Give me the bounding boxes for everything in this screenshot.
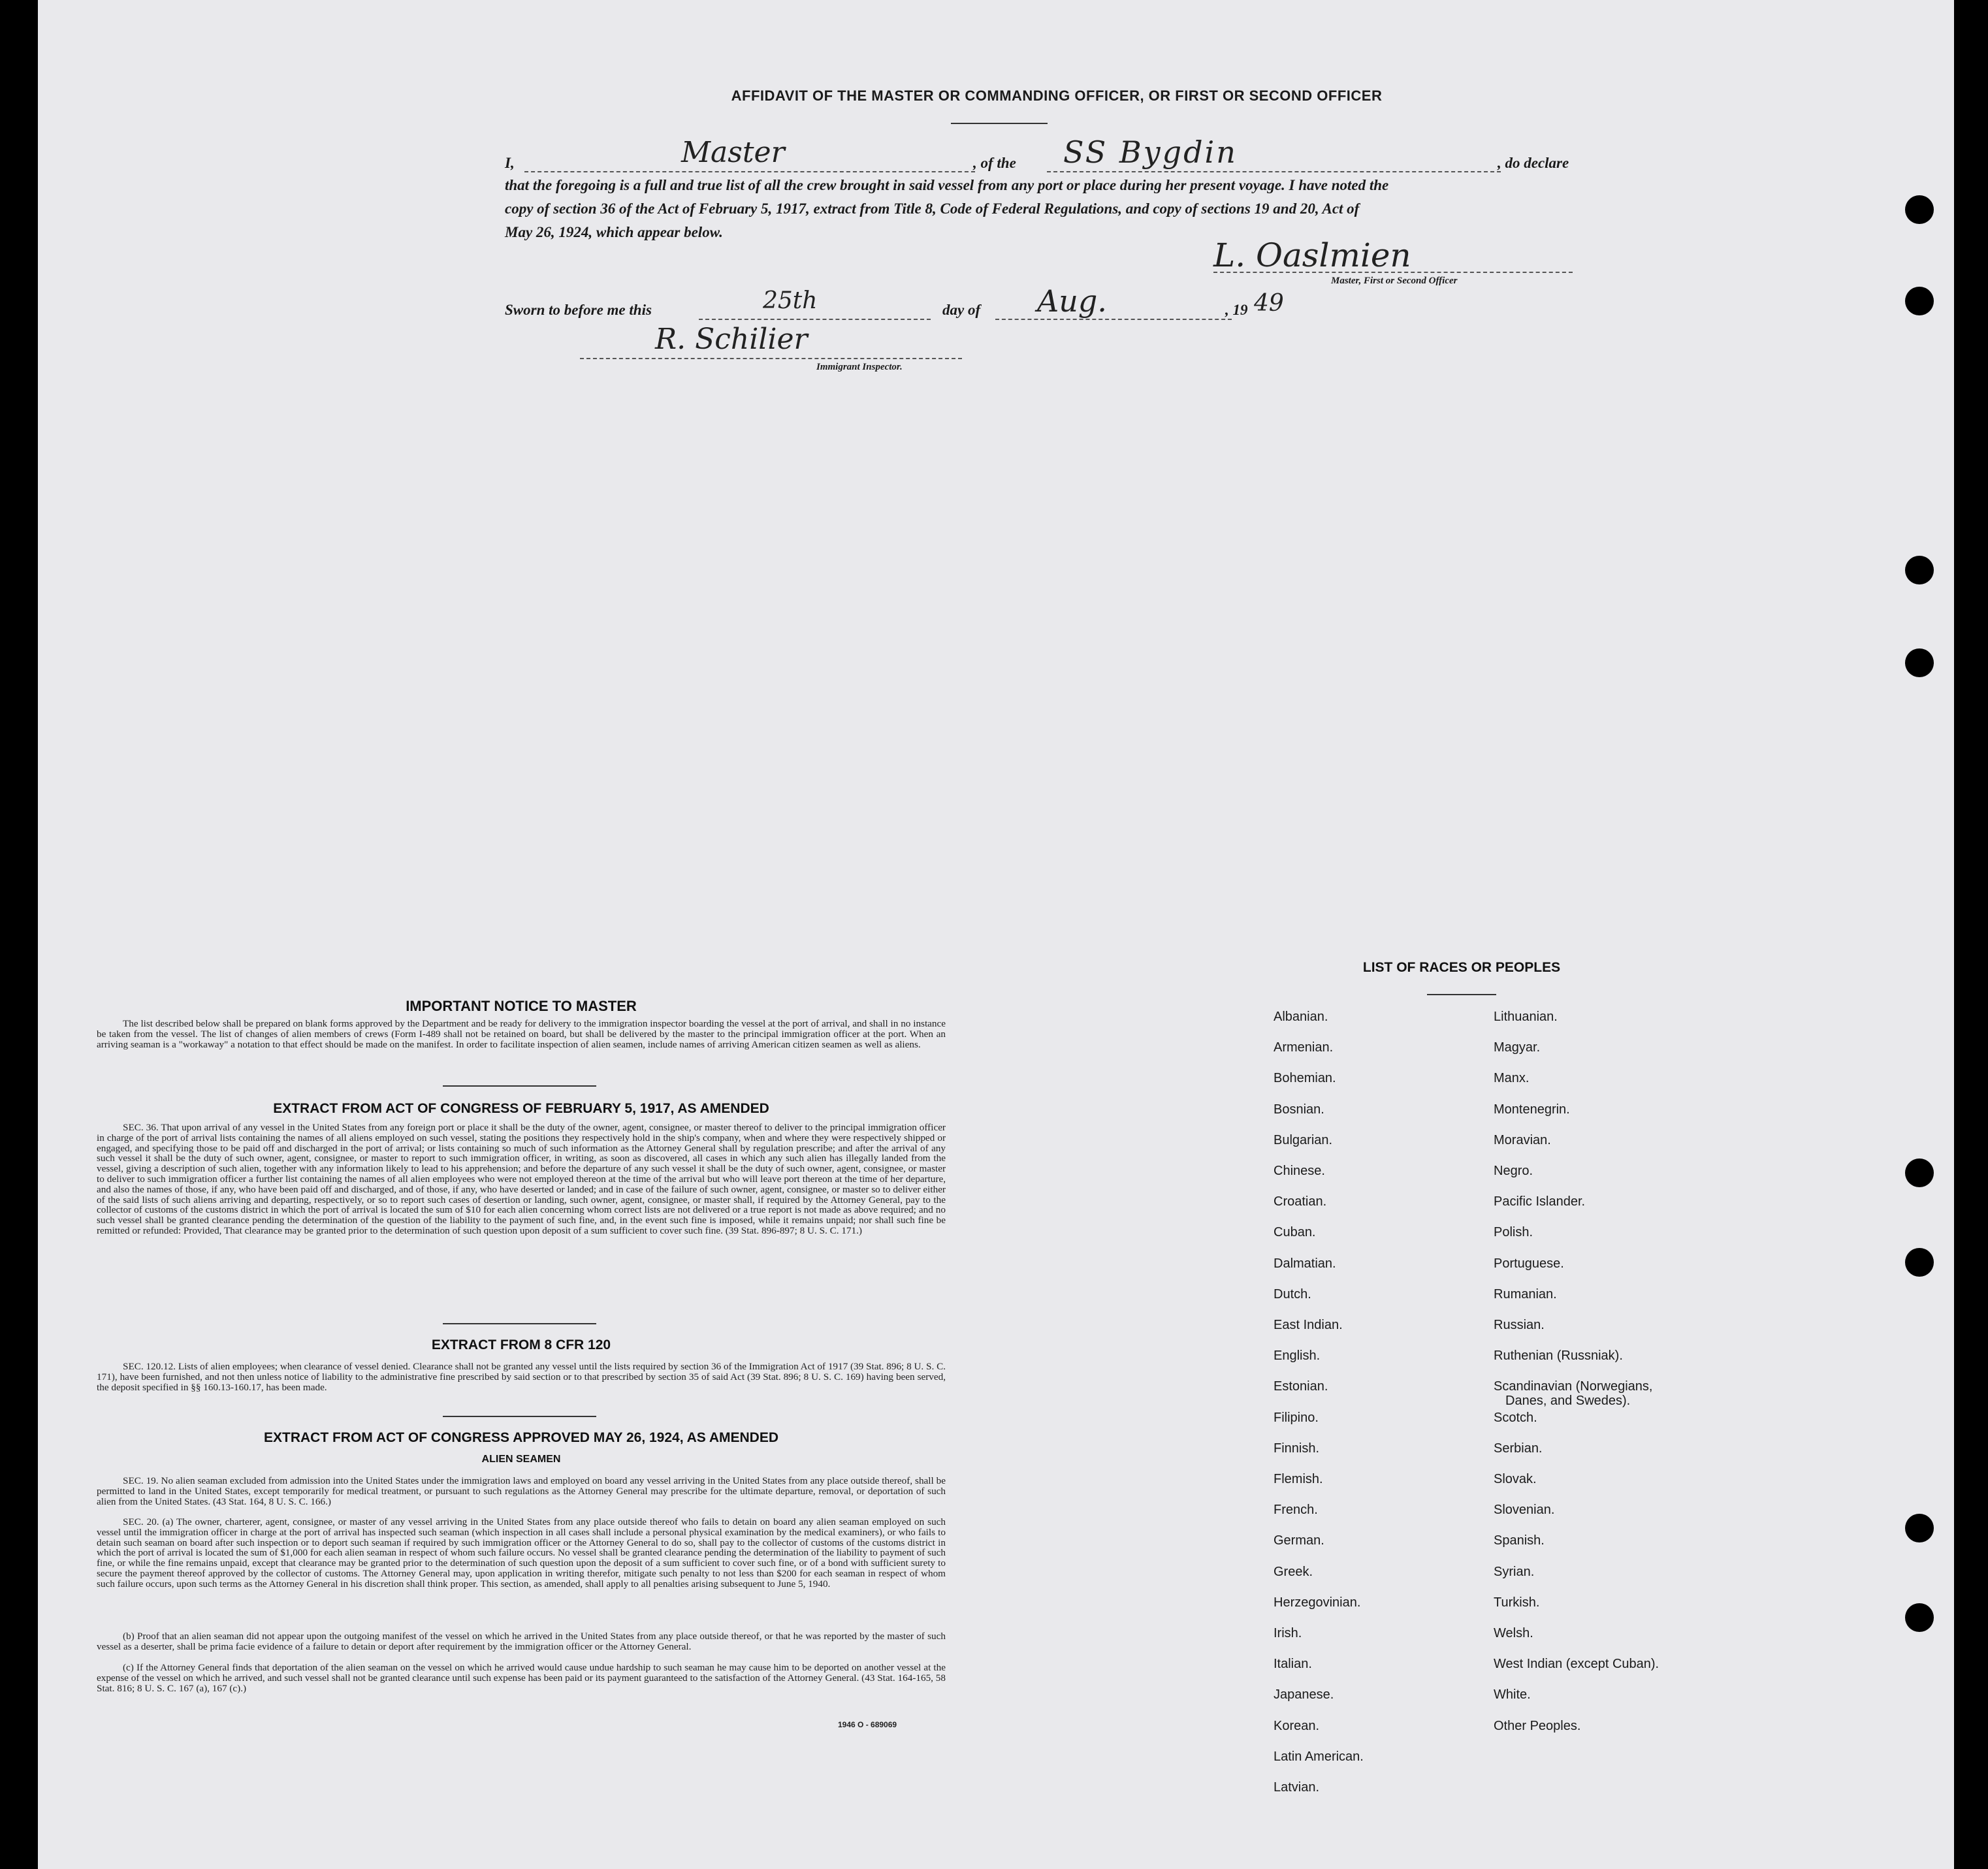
race-item: Flemish.: [1274, 1472, 1323, 1486]
race-item: French.: [1274, 1503, 1318, 1518]
cfr-title: EXTRACT FROM 8 CFR 120: [431, 1337, 611, 1352]
race-item: Manx.: [1494, 1071, 1530, 1086]
affidavit-line-2: that the foregoing is a full and true list of all the crew brought in said vessel from any port or place during her present voyage. I have noted the: [505, 177, 1389, 193]
race-item: Estonian.: [1274, 1379, 1328, 1394]
race-item: Negro.: [1494, 1164, 1533, 1178]
race-item: Welsh.: [1494, 1626, 1533, 1640]
punch-hole: [1905, 195, 1934, 224]
punch-hole: [1905, 1248, 1934, 1277]
punch-hole: [1905, 648, 1934, 677]
race-item: Armenian.: [1274, 1040, 1334, 1055]
race-item: Korean.: [1274, 1718, 1320, 1733]
day-of-label: day of: [942, 302, 981, 318]
year-prefix-label: , 19: [1225, 302, 1248, 318]
i-label: I,: [505, 155, 515, 171]
race-item: White.: [1494, 1687, 1531, 1702]
race-item: Lithuanian.: [1494, 1010, 1558, 1024]
race-item: Ruthenian (Russniak).: [1494, 1349, 1623, 1364]
race-item: Pacific Islander.: [1494, 1194, 1586, 1209]
of-the-label: , of the: [973, 155, 1016, 171]
title-rule: [951, 123, 1048, 124]
race-item: English.: [1274, 1349, 1321, 1364]
vessel-handwritten: SS Bygdin: [1063, 135, 1238, 170]
race-item: Other Peoples.: [1494, 1718, 1581, 1733]
race-item: Danes, and Swedes).: [1505, 1394, 1631, 1409]
month-field-line: [995, 319, 1232, 320]
inspector-signature: R. Schilier: [655, 323, 808, 356]
form-page: [38, 0, 1954, 1869]
race-item: Syrian.: [1494, 1564, 1535, 1579]
race-item: Serbian.: [1494, 1441, 1543, 1456]
alien-seamen-subtitle: ALIEN SEAMEN: [481, 1454, 561, 1465]
punch-hole: [1905, 1603, 1934, 1632]
race-item: Dalmatian.: [1274, 1256, 1336, 1271]
inspector-signature-line: [580, 358, 962, 359]
section-rule: [443, 1416, 596, 1417]
race-item: Japanese.: [1274, 1687, 1334, 1702]
extract-1924-title: EXTRACT FROM ACT OF CONGRESS APPROVED MAY 26, 1924, AS AMENDED: [263, 1430, 779, 1445]
year-handwritten: 49: [1254, 290, 1284, 317]
punch-hole: [1905, 556, 1934, 584]
race-item: Irish.: [1274, 1626, 1302, 1640]
sworn-month-handwritten: Aug.: [1037, 283, 1107, 319]
cfr-body: SEC. 120.12. Lists of alien employees; when clearance of vessel denied. Clearance shall not be granted any vessel until the lists required by section 36 of the Immigration Act of 1917 (39 Stat. 896; 8 U. S. C. 171), have been furnished, and not then unless notice of liability to the administrative fine prescribed by said section or to that prescribed by section 35 of said Act (39 Stat. 896; 8 U. S. C. 169) having been served, the deposit specified in §§ 160.13-160.17, has been made.: [97, 1361, 946, 1393]
race-item: East Indian.: [1274, 1318, 1343, 1332]
affidavit-title: AFFIDAVIT OF THE MASTER OR COMMANDING OFFICER, OR FIRST OR SECOND OFFICER: [731, 88, 1383, 104]
punch-hole: [1905, 1158, 1934, 1187]
race-item: Polish.: [1494, 1225, 1533, 1240]
extract-1917-title: EXTRACT FROM ACT OF CONGRESS OF FEBRUARY 5, 1917, AS AMENDED: [273, 1101, 769, 1116]
sec-20a-body: SEC. 20. (a) The owner, charterer, agent, consignee, or master of any vessel arriving in the United States from any place outside thereof who fails to detain on board any alien seaman employed on such vessel until the immigration officer in charge at the port of arrival has inspected such seaman (which inspection in all cases shall include a personal physical examination by the medical examiners), or who fails to detain such seaman on board after such inspection or to deport such seaman if required by such immigration officer or the Attorney General to do so, shall pay to the collector of customs of the customs district in which the port of arrival is located the sum of $1,000 for each alien seaman in respect of whom such failure occurs. No vessel shall be granted clearance pending the determination of the liability to payment of such fine, or while the fine remains unpaid, except that clearance may be granted prior to the determination of such question upon the deposit of a sum sufficient to cover such fine, or of a bond with sufficient surety to secure the payment thereof approved by the collector of customs. The Attorney General may, upon application in writing therefor, mitigate such penalty to not less than $200 for each seaman in respect of whom such failure occurs, upon such terms as the Attorney General in his discretion shall think proper. This section, as amended, shall apply to all penalties arising subsequent to June 5, 1940.: [97, 1516, 946, 1589]
day-field-line: [699, 319, 931, 320]
sec-20b-body: (b) Proof that an alien seaman did not appear upon the outgoing manifest of the vessel on which he arrived in the United States from any place outside thereof, or that he was reported by the master of such vessel as a deserter, shall be prima facie evidence of a failure to detain or deport after requirement by the immigration officer or the Attorney General.: [97, 1631, 946, 1652]
sworn-label: Sworn to before me this: [505, 302, 652, 318]
declare-label: , do declare: [1498, 155, 1569, 171]
race-item: Bosnian.: [1274, 1102, 1324, 1117]
race-item: Magyar.: [1494, 1040, 1541, 1055]
sworn-day-handwritten: 25th: [763, 287, 818, 314]
sec-20c-body: (c) If the Attorney General finds that deportation of the alien seaman on the vessel on which he arrived would cause undue hardship to such seaman he may cause him to be deported on another vessel at the expense of the vessel on which he arrived, and such vessel shall not be granted clearance until such expense has been paid or its payment guaranteed to the satisfaction of the Attorney General. (43 Stat. 164-165, 58 Stat. 816; 8 U. S. C. 167 (a), 167 (c).): [97, 1662, 946, 1694]
race-item: Latvian.: [1274, 1780, 1320, 1795]
notice-body: The list described below shall be prepared on blank forms approved by the Department and be ready for delivery to the immigration inspector boarding the vessel at the port of arrival, and shall in no instance be taken from the vessel. The list of changes of alien members of crews (Form I-489 shall not be retained on board, but shall be delivered by the master to the principal immigration officer at the port. When an arriving seaman is a "workaway" a notation to that effect should be made on the manifest. In order to facilitate inspection of alien seamen, include names of arriving American citizen seamen as well as aliens.: [97, 1018, 946, 1050]
race-item: Italian.: [1274, 1657, 1312, 1672]
race-item: Bohemian.: [1274, 1071, 1336, 1086]
race-item: German.: [1274, 1533, 1324, 1548]
race-item: Montenegrin.: [1494, 1102, 1570, 1117]
race-item: Slovak.: [1494, 1472, 1537, 1486]
races-title-rule: [1427, 994, 1496, 995]
race-item: Rumanian.: [1494, 1286, 1557, 1302]
race-item: Finnish.: [1274, 1441, 1320, 1456]
officer-caption: Master, First or Second Officer: [1331, 276, 1458, 286]
race-item: Turkish.: [1494, 1595, 1540, 1610]
affidavit-line-4: May 26, 1924, which appear below.: [505, 224, 723, 240]
race-item: Scandinavian (Norwegians,: [1494, 1379, 1653, 1394]
race-item: Chinese.: [1274, 1164, 1325, 1178]
punch-hole: [1905, 287, 1934, 315]
inspector-caption: Immigrant Inspector.: [816, 362, 903, 372]
notice-title: IMPORTANT NOTICE TO MASTER: [406, 998, 637, 1014]
section-rule: [443, 1085, 596, 1087]
section-rule: [443, 1323, 596, 1324]
affidavit-line-3: copy of section 36 of the Act of February 5, 1917, extract from Title 8, Code of Federal Regulations, and copy of sections 19 and 20, Act of: [505, 200, 1360, 217]
race-item: Slovenian.: [1494, 1503, 1555, 1518]
race-item: Spanish.: [1494, 1533, 1545, 1548]
race-item: Moravian.: [1494, 1132, 1551, 1147]
race-item: Latin American.: [1274, 1749, 1364, 1764]
races-title: LIST OF RACES OR PEOPLES: [1362, 960, 1561, 975]
extract-1917-body: SEC. 36. That upon arrival of any vessel in the United States from any foreign port or place it shall be the duty of the owner, agent, consignee, or master thereof to deliver to the principal immigration officer in charge of the port of arrival lists containing the names of all aliens employed on such vessel, stating the positions they respectively hold in the ship's company, when and where they were respectively shipped or engaged, and specifying those to be paid off and discharged in the port of arrival; or lists containing so much of such information as the Attorney General shall by regulation prescribe; and after the arrival of any such vessel it shall be the duty of such owner, agent, consignee, or master to report to such immigration officer, in writing, as soon as discovered, all cases in which any such alien has illegally landed from the vessel, giving a description of such alien, together with any information likely to lead to his apprehension; and before the departure of any such vessel it shall be the duty of such owner, agent, consignee, or master to deliver to such immigration officer a further list containing the names of all alien employees who were not employed thereon at the time of the arrival but who will leave port thereon at the time of her departure, and also the names of those, if any, who have been paid off and discharged, and of those, if any, who have deserted or landed; and in case of the failure of such owner, agent, consignee, or master so to deliver either of the said lists of such aliens arriving and departing, respectively, or so to report such cases of desertion or landing, such owner, agent, consignee, or master shall, if required by the Attorney General, pay to the collector of customs of the customs district in which the port of arrival is located the sum of $10 for each alien concerning whom correct lists are not delivered or a true report is not made as above required; and no such vessel shall be granted clearance pending the determination of the question of the liability to the payment of such fine, and, in the event such fine is imposed, while it remains unpaid; nor shall such fine be remitted or refunded: Provided, That clearance may be granted prior to the determination of such question upon deposit of a sum sufficient to cover such fine. (39 Stat. 896-897; 8 U. S. C. 171.): [97, 1122, 946, 1236]
race-item: West Indian (except Cuban).: [1494, 1657, 1659, 1672]
print-code: 1946 O - 689069: [838, 1720, 897, 1729]
race-item: Croatian.: [1274, 1194, 1327, 1209]
race-item: Bulgarian.: [1274, 1132, 1333, 1147]
officer-signature: L. Oaslmien: [1213, 236, 1411, 274]
race-item: Herzegovinian.: [1274, 1595, 1361, 1610]
race-item: Albanian.: [1274, 1010, 1328, 1024]
race-item: Filipino.: [1274, 1410, 1319, 1425]
race-item: Cuban.: [1274, 1225, 1316, 1240]
race-item: Portuguese.: [1494, 1256, 1564, 1271]
race-item: Russian.: [1494, 1318, 1545, 1332]
race-item: Scotch.: [1494, 1410, 1537, 1425]
master-handwritten: Master: [681, 136, 785, 169]
sec-19-body: SEC. 19. No alien seaman excluded from admission into the United States under the immigration laws and employed on board any vessel arriving in the United States from any place outside thereof, shall be permitted to land in the United States, except temporarily for medical treatment, or pursuant to such regulations as the Attorney General may prescribe for the ultimate departure, removal, or deportation of such alien from the United States. (43 Stat. 164, 8 U. S. C. 166.): [97, 1475, 946, 1507]
race-item: Dutch.: [1274, 1286, 1311, 1302]
race-item: Greek.: [1274, 1564, 1313, 1579]
punch-hole: [1905, 1514, 1934, 1542]
officer-signature-line: [1213, 272, 1573, 273]
